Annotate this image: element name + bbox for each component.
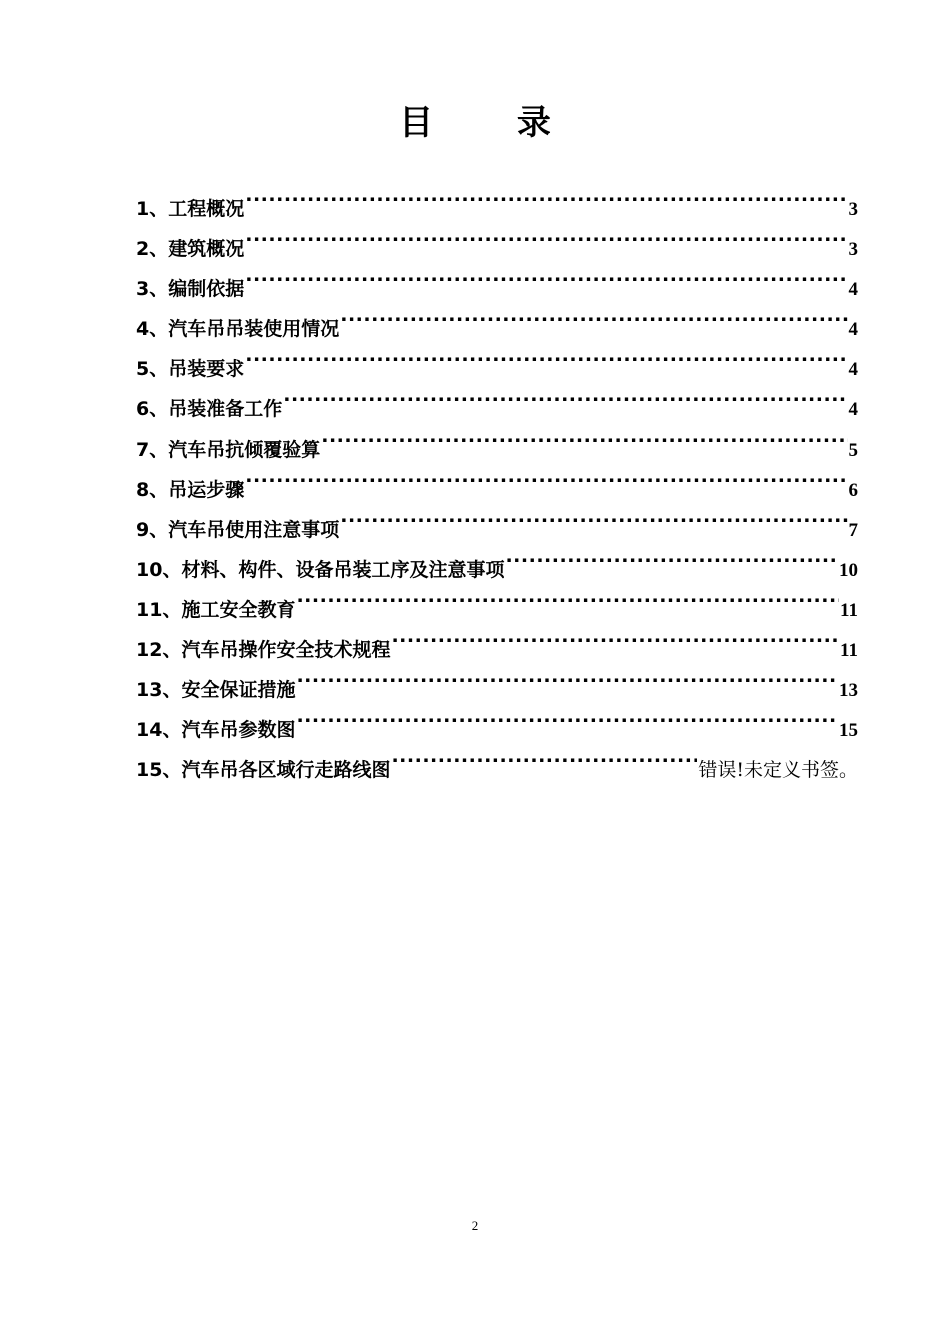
toc-dot-leader [245,335,847,375]
toc-entry-page: 11 [840,640,858,662]
toc-entry[interactable] [136,175,858,220]
footer-page-number: 2 [471,1218,479,1233]
toc-dot-leader [340,295,847,335]
toc-entry[interactable] [136,496,858,541]
toc-dot-leader [296,576,839,616]
toc-list [136,175,858,782]
toc-entry-page: 5 [848,439,858,461]
toc-entry-page: 4 [848,279,858,301]
toc-entry-bookmark-error: 错误!未定义书签。 [698,759,858,782]
toc-dot-leader [391,736,697,776]
toc-entry-label: 1、工程概况 [136,198,245,220]
toc-entry-page: 4 [848,359,858,381]
toc-entry-label: 9、汽车吊使用注意事项 [136,518,340,541]
toc-entry-label: 12、汽车吊操作安全技术规程 [136,639,391,662]
toc-dot-leader [283,375,847,415]
toc-entry[interactable] [136,215,858,261]
toc-entry-page: 3 [848,239,858,261]
toc-entry-page: 11 [840,599,858,621]
toc-entry-label: 3、编制依据 [136,278,245,301]
toc-entry-label: 10、材料、构件、设备吊装工序及注意事项 [136,558,505,581]
toc-entry-label: 14、汽车吊参数图 [136,719,296,742]
toc-dot-leader [245,215,847,255]
toc-entry-label: 2、建筑概况 [136,238,245,261]
toc-entry-label: 8、吊运步骤 [136,478,245,501]
toc-entry-page: 7 [848,519,858,541]
toc-dot-leader [391,616,839,656]
toc-entry[interactable] [136,375,858,421]
toc-entry-page: 4 [848,319,858,341]
toc-dot-leader [321,416,847,456]
toc-entry-label: 6、吊装准备工作 [136,398,283,421]
toc-entry-label: 13、安全保证措施 [136,679,296,702]
toc-entry-page: 15 [839,720,858,742]
toc-entry-label: 7、汽车吊抗倾覆验算 [136,438,321,461]
toc-entry[interactable] [136,335,858,381]
toc-dot-leader [245,255,847,295]
toc-entry-page: 6 [848,479,858,501]
toc-dot-leader [505,536,838,576]
toc-entry-page: 3 [848,199,858,220]
toc-entry[interactable] [136,255,858,301]
toc-entry-label: 11、施工安全教育 [136,598,296,621]
toc-entry-label: 4、汽车吊吊装使用情况 [136,318,340,341]
toc-entry-label: 5、吊装要求 [136,358,245,381]
toc-title: 目 录 [399,103,587,143]
toc-entry-label: 15、汽车吊各区域行走路线图 [136,759,391,782]
toc-dot-leader [245,175,847,215]
toc-entry[interactable] [136,456,858,501]
toc-dot-leader [296,656,838,696]
toc-entry[interactable] [136,295,858,341]
toc-entry-page: 10 [839,559,858,581]
toc-dot-leader [296,696,838,736]
toc-dot-leader [340,496,847,536]
toc-entry-page: 4 [848,399,858,421]
toc-dot-leader [245,456,847,496]
toc-entry-page: 13 [839,680,858,702]
